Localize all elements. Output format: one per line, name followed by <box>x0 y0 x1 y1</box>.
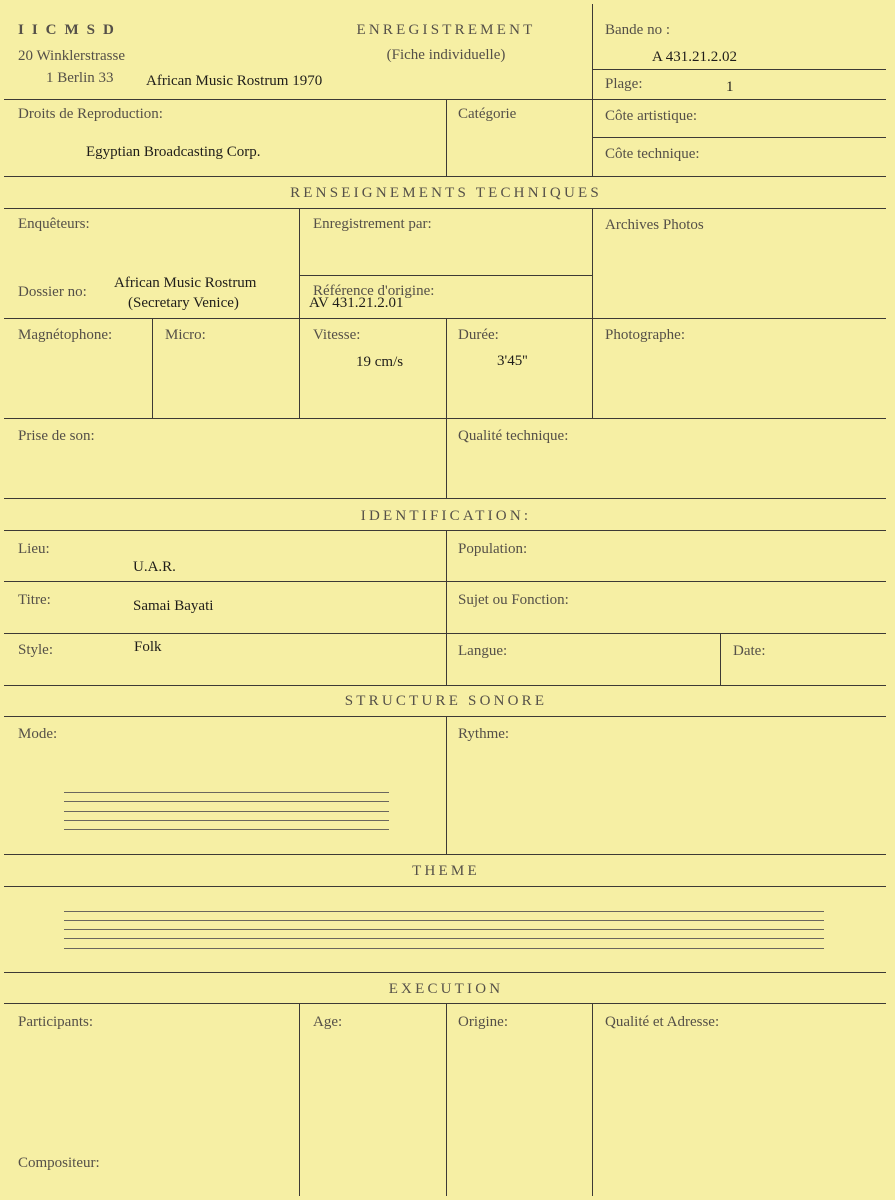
form-title: ENREGISTREMENT <box>356 22 536 38</box>
vitesse-value: 19 cm/s <box>356 354 404 370</box>
mode-staff-line <box>64 811 389 812</box>
enqueteurs-label: Enquêteurs: <box>18 216 90 232</box>
magnetophone-label: Magnétophone: <box>18 327 113 343</box>
rule-structure-heading-bottom <box>4 716 886 717</box>
event-name: African Music Rostrum 1970 <box>146 73 323 89</box>
archives-label: Archives Photos <box>605 217 704 233</box>
rule-lieu-bottom <box>4 581 886 582</box>
theme-staff-line <box>64 929 824 930</box>
date-label: Date: <box>733 643 766 659</box>
rule-equipment-bottom <box>4 418 886 419</box>
age-label: Age: <box>313 1014 343 1030</box>
qualite-adresse-label: Qualité et Adresse: <box>605 1014 720 1030</box>
dossier-label: Dossier no: <box>18 284 87 300</box>
photographe-label: Photographe: <box>605 327 685 343</box>
compositeur-label: Compositeur: <box>18 1155 100 1171</box>
dossier-value-line2: (Secretary Venice) <box>128 295 239 311</box>
rule-enregistrement-bottom <box>299 275 592 276</box>
rule-enregistrement-left <box>299 208 300 318</box>
rule-age-left <box>299 1003 300 1196</box>
rule-titre-bottom <box>4 633 886 634</box>
participants-label: Participants: <box>18 1014 93 1030</box>
rule-rythme-left <box>446 716 447 854</box>
rule-archives-left <box>592 208 593 318</box>
rule-date-left <box>720 633 721 685</box>
rule-cote-mid <box>592 137 886 138</box>
titre-value: Samai Bayati <box>133 598 214 614</box>
style-label: Style: <box>18 642 54 658</box>
cote-technique-label: Côte technique: <box>605 146 700 162</box>
section-heading-execution: EXECUTION <box>388 981 504 997</box>
titre-label: Titre: <box>18 592 51 608</box>
plage-value: 1 <box>726 79 734 95</box>
rule-style-bottom <box>4 685 886 686</box>
bande-value: A 431.21.2.02 <box>652 49 738 65</box>
duree-label: Durée: <box>458 327 499 343</box>
theme-staff-line <box>64 911 824 912</box>
droits-value: Egyptian Broadcasting Corp. <box>86 144 261 160</box>
rule-qualite-left <box>446 418 447 498</box>
rule-header-bottom <box>4 99 886 100</box>
rule-execution-heading-bottom <box>4 1003 886 1004</box>
section-heading-identification: IDENTIFICATION: <box>360 508 532 524</box>
theme-staff-line <box>64 948 824 949</box>
cote-artistique-label: Côte artistique: <box>605 108 698 124</box>
rule-mode-bottom <box>4 854 886 855</box>
theme-staff-line <box>64 938 824 939</box>
vitesse-label: Vitesse: <box>313 327 361 343</box>
population-label: Population: <box>458 541 528 557</box>
rule-theme-heading-bottom <box>4 886 886 887</box>
rule-vitesse-left <box>299 318 300 418</box>
section-heading-technical: RENSEIGNEMENTS TECHNIQUES <box>290 185 602 201</box>
rule-ident-heading-bottom <box>4 530 886 531</box>
reference-label: Référence d'origine: <box>313 283 435 299</box>
rule-tech-heading-bottom <box>4 208 886 209</box>
droits-label: Droits de Reproduction: <box>18 106 163 122</box>
rule-prise-bottom <box>4 498 886 499</box>
rythme-label: Rythme: <box>458 726 510 742</box>
origine-label: Origine: <box>458 1014 508 1030</box>
langue-label: Langue: <box>458 643 508 659</box>
mode-staff-line <box>64 820 389 821</box>
lieu-label: Lieu: <box>18 541 50 557</box>
lieu-value: U.A.R. <box>133 559 176 575</box>
dossier-value-line1: African Music Rostrum <box>114 275 257 291</box>
rule-micro-left <box>152 318 153 418</box>
reference-value: AV 431.21.2.01 <box>309 295 404 311</box>
rule-categorie-left <box>446 99 447 176</box>
rule-ident-right-col <box>446 530 447 685</box>
mode-staff-line <box>64 829 389 830</box>
rule-origine-left <box>446 1003 447 1196</box>
mode-staff-line <box>64 792 389 793</box>
rule-rights-bottom <box>4 176 886 177</box>
sujet-label: Sujet ou Fonction: <box>458 592 569 608</box>
prise-label: Prise de son: <box>18 428 95 444</box>
section-heading-theme: THEME <box>412 863 480 879</box>
theme-staff-line <box>64 920 824 921</box>
enregistrement-label: Enregistrement par: <box>313 216 432 232</box>
address-line1: 20 Winklerstrasse <box>18 48 126 64</box>
mode-label: Mode: <box>18 726 58 742</box>
rule-header-right <box>592 4 593 176</box>
rule-adresse-left <box>592 1003 593 1196</box>
rule-theme-bottom <box>4 972 886 973</box>
qualite-label: Qualité technique: <box>458 428 569 444</box>
rule-duree-left <box>446 318 447 418</box>
rule-photographe-left <box>592 318 593 418</box>
institute-logo: IICMSD <box>18 22 122 38</box>
mode-staff-line <box>64 801 389 802</box>
rule-dossier-bottom <box>4 318 886 319</box>
section-heading-structure: STRUCTURE SONORE <box>344 693 548 709</box>
address-line2: 1 Berlin 33 <box>46 70 114 86</box>
plage-label: Plage: <box>605 76 643 92</box>
duree-value: 3'45'' <box>497 353 528 369</box>
micro-label: Micro: <box>165 327 206 343</box>
rule-plage-top <box>592 69 886 70</box>
categorie-label: Catégorie <box>458 106 517 122</box>
bande-label: Bande no : <box>605 22 670 38</box>
style-value: Folk <box>134 639 162 655</box>
form-subtitle: (Fiche individuelle) <box>386 47 506 63</box>
